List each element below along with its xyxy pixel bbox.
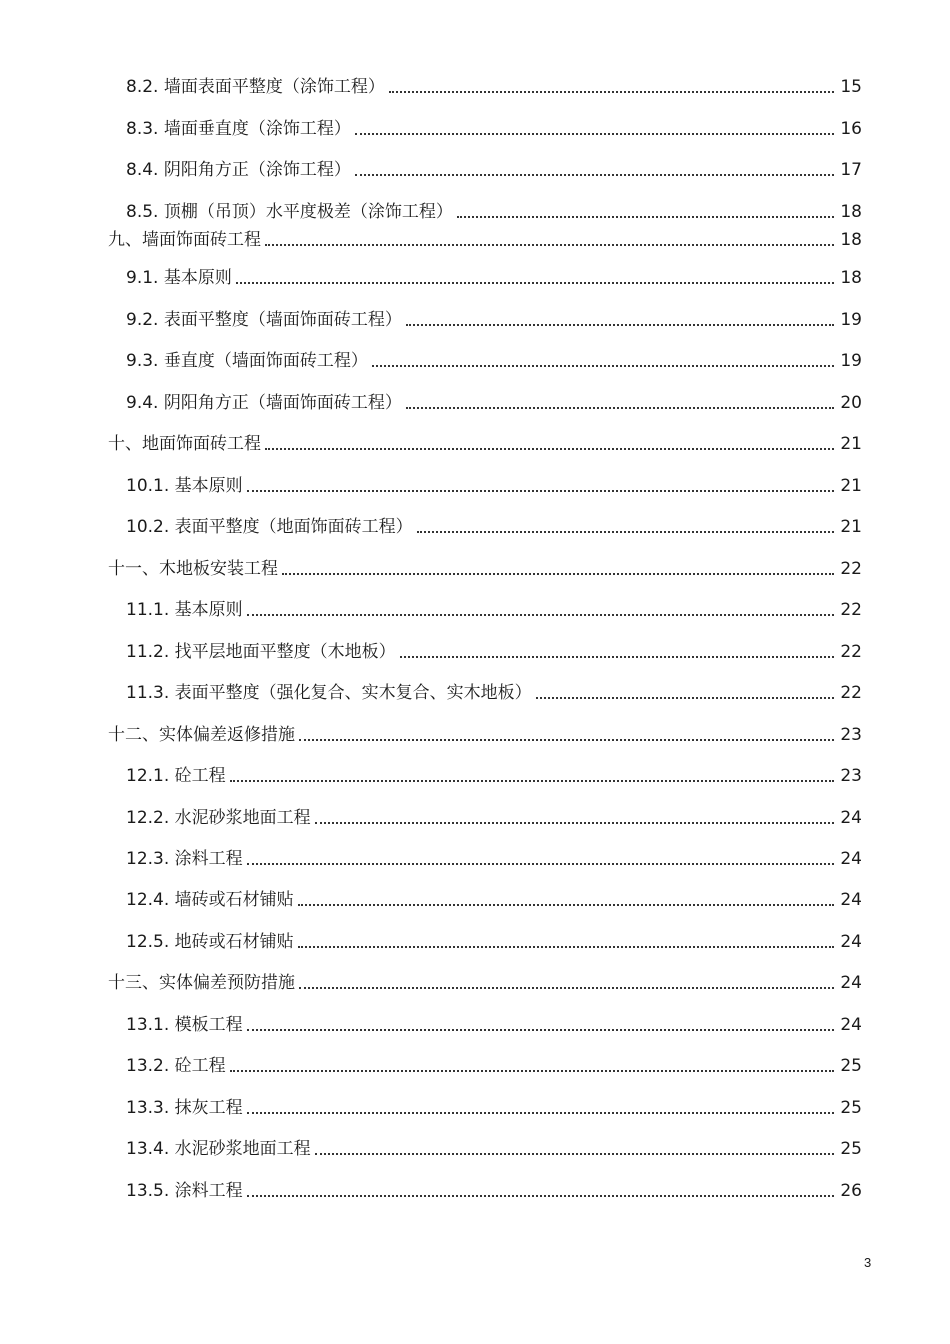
toc-entry[interactable] <box>0 155 950 181</box>
dot-leader <box>406 324 834 326</box>
toc-entry[interactable] <box>0 637 950 663</box>
dot-leader <box>417 531 834 533</box>
toc-entry-page: 24 <box>840 932 862 952</box>
toc-entry-label: 十一、木地板安装工程 <box>108 559 278 579</box>
toc-entry[interactable] <box>0 114 950 140</box>
dot-leader <box>230 1070 834 1072</box>
toc-entry-label: 13.4. 水泥砂浆地面工程 <box>126 1139 311 1159</box>
dot-leader <box>536 697 834 699</box>
dot-leader <box>299 739 834 741</box>
toc-entry-label: 13.2. 砼工程 <box>126 1056 226 1076</box>
toc-entry[interactable] <box>0 595 950 621</box>
page-number: 3 <box>864 1255 872 1270</box>
toc-entry[interactable] <box>0 1134 950 1160</box>
toc-entry-label: 10.2. 表面平整度（地面饰面砖工程） <box>126 517 413 537</box>
toc-entry-label: 11.3. 表面平整度（强化复合、实木复合、实木地板） <box>126 683 532 703</box>
toc-entry-page: 25 <box>840 1098 862 1118</box>
toc-entry-label: 13.3. 抹灰工程 <box>126 1098 243 1118</box>
toc-entry-label: 8.3. 墙面垂直度（涂饰工程） <box>126 119 351 139</box>
toc-entry-page: 26 <box>840 1181 862 1201</box>
toc-entry-page: 22 <box>840 683 862 703</box>
toc-entry-page: 22 <box>840 559 862 579</box>
toc-entry-page: 24 <box>840 890 862 910</box>
toc-entry-page: 18 <box>840 230 862 250</box>
toc-entry-label: 12.1. 砼工程 <box>126 766 226 786</box>
toc-entry[interactable] <box>0 968 950 994</box>
toc-entry-page: 22 <box>840 642 862 662</box>
toc-entry-label: 十、地面饰面砖工程 <box>108 434 261 454</box>
dot-leader <box>457 216 834 218</box>
dot-leader <box>355 133 834 135</box>
toc-entry-page: 25 <box>840 1139 862 1159</box>
toc-entry-label: 8.2. 墙面表面平整度（涂饰工程） <box>126 77 385 97</box>
toc-entry[interactable] <box>0 429 950 455</box>
toc-entry-label: 十二、实体偏差返修措施 <box>108 725 295 745</box>
dot-leader <box>236 282 834 284</box>
toc-entry[interactable] <box>0 803 950 829</box>
toc-entry-label: 11.1. 基本原则 <box>126 600 243 620</box>
toc-entry-page: 23 <box>840 725 862 745</box>
toc-entry[interactable] <box>0 1051 950 1077</box>
toc-entry-label: 13.5. 涂料工程 <box>126 1181 243 1201</box>
toc-entry-page: 19 <box>840 310 862 330</box>
toc-entry-label: 9.1. 基本原则 <box>126 268 232 288</box>
dot-leader <box>298 946 834 948</box>
toc-entry-label: 8.4. 阴阳角方正（涂饰工程） <box>126 160 351 180</box>
toc-entry[interactable] <box>0 678 950 704</box>
dot-leader <box>247 863 834 865</box>
toc-entry-label: 12.5. 地砖或石材铺贴 <box>126 932 294 952</box>
toc-entry-page: 18 <box>840 268 862 288</box>
toc-entry[interactable] <box>0 512 950 538</box>
dot-leader <box>315 822 834 824</box>
toc-entry-label: 12.2. 水泥砂浆地面工程 <box>126 808 311 828</box>
toc-entry-page: 21 <box>840 517 862 537</box>
toc-entry-label: 9.3. 垂直度（墙面饰面砖工程） <box>126 351 368 371</box>
toc-entry-label: 12.3. 涂料工程 <box>126 849 243 869</box>
toc-entry[interactable] <box>0 72 950 98</box>
toc-entry[interactable] <box>0 197 950 223</box>
toc-entry-page: 24 <box>840 1015 862 1035</box>
toc-entry-page: 16 <box>840 119 862 139</box>
toc-entry[interactable] <box>0 225 950 251</box>
dot-leader <box>247 1195 834 1197</box>
dot-leader <box>247 1029 834 1031</box>
dot-leader <box>372 365 834 367</box>
dot-leader <box>298 904 834 906</box>
dot-leader <box>400 656 834 658</box>
toc-entry-page: 18 <box>840 202 862 222</box>
toc-entry[interactable] <box>0 1010 950 1036</box>
toc-entry-page: 15 <box>840 77 862 97</box>
toc-entry-label: 13.1. 模板工程 <box>126 1015 243 1035</box>
toc-entry[interactable] <box>0 388 950 414</box>
dot-leader <box>247 1112 834 1114</box>
toc-entry[interactable] <box>0 346 950 372</box>
toc-entry[interactable] <box>0 554 950 580</box>
toc-entry-label: 10.1. 基本原则 <box>126 476 243 496</box>
toc-entry-page: 21 <box>840 434 862 454</box>
toc-entry-label: 8.5. 顶棚（吊顶）水平度极差（涂饰工程） <box>126 202 453 222</box>
toc-entry-page: 23 <box>840 766 862 786</box>
toc-entry-page: 24 <box>840 849 862 869</box>
toc-entry[interactable] <box>0 305 950 331</box>
toc-entry[interactable] <box>0 927 950 953</box>
dot-leader <box>265 244 834 246</box>
toc-entry[interactable] <box>0 844 950 870</box>
dot-leader <box>406 407 834 409</box>
toc-entry-label: 九、墙面饰面砖工程 <box>108 230 261 250</box>
dot-leader <box>247 614 834 616</box>
dot-leader <box>315 1153 834 1155</box>
dot-leader <box>389 91 834 93</box>
toc-entry[interactable] <box>0 720 950 746</box>
toc-entry-page: 22 <box>840 600 862 620</box>
dot-leader <box>230 780 834 782</box>
toc-entry[interactable] <box>0 471 950 497</box>
toc-entry-label: 9.2. 表面平整度（墙面饰面砖工程） <box>126 310 402 330</box>
toc-entry-page: 24 <box>840 808 862 828</box>
toc-entry-page: 24 <box>840 973 862 993</box>
toc-entry-label: 11.2. 找平层地面平整度（木地板） <box>126 642 396 662</box>
dot-leader <box>282 573 834 575</box>
toc-entry-page: 21 <box>840 476 862 496</box>
dot-leader <box>265 448 834 450</box>
toc-entry-page: 25 <box>840 1056 862 1076</box>
dot-leader <box>355 174 834 176</box>
toc-entry-page: 19 <box>840 351 862 371</box>
dot-leader <box>299 987 834 989</box>
toc-entry-label: 十三、实体偏差预防措施 <box>108 973 295 993</box>
toc-entry[interactable] <box>0 1176 950 1202</box>
toc-entry[interactable] <box>0 263 950 289</box>
toc-entry-page: 20 <box>840 393 862 413</box>
toc-entry-page: 17 <box>840 160 862 180</box>
toc-entry-label: 12.4. 墙砖或石材铺贴 <box>126 890 294 910</box>
toc-entry-label: 9.4. 阴阳角方正（墙面饰面砖工程） <box>126 393 402 413</box>
toc-entry[interactable] <box>0 885 950 911</box>
toc-entry[interactable] <box>0 761 950 787</box>
toc-entry[interactable] <box>0 1093 950 1119</box>
dot-leader <box>247 490 834 492</box>
